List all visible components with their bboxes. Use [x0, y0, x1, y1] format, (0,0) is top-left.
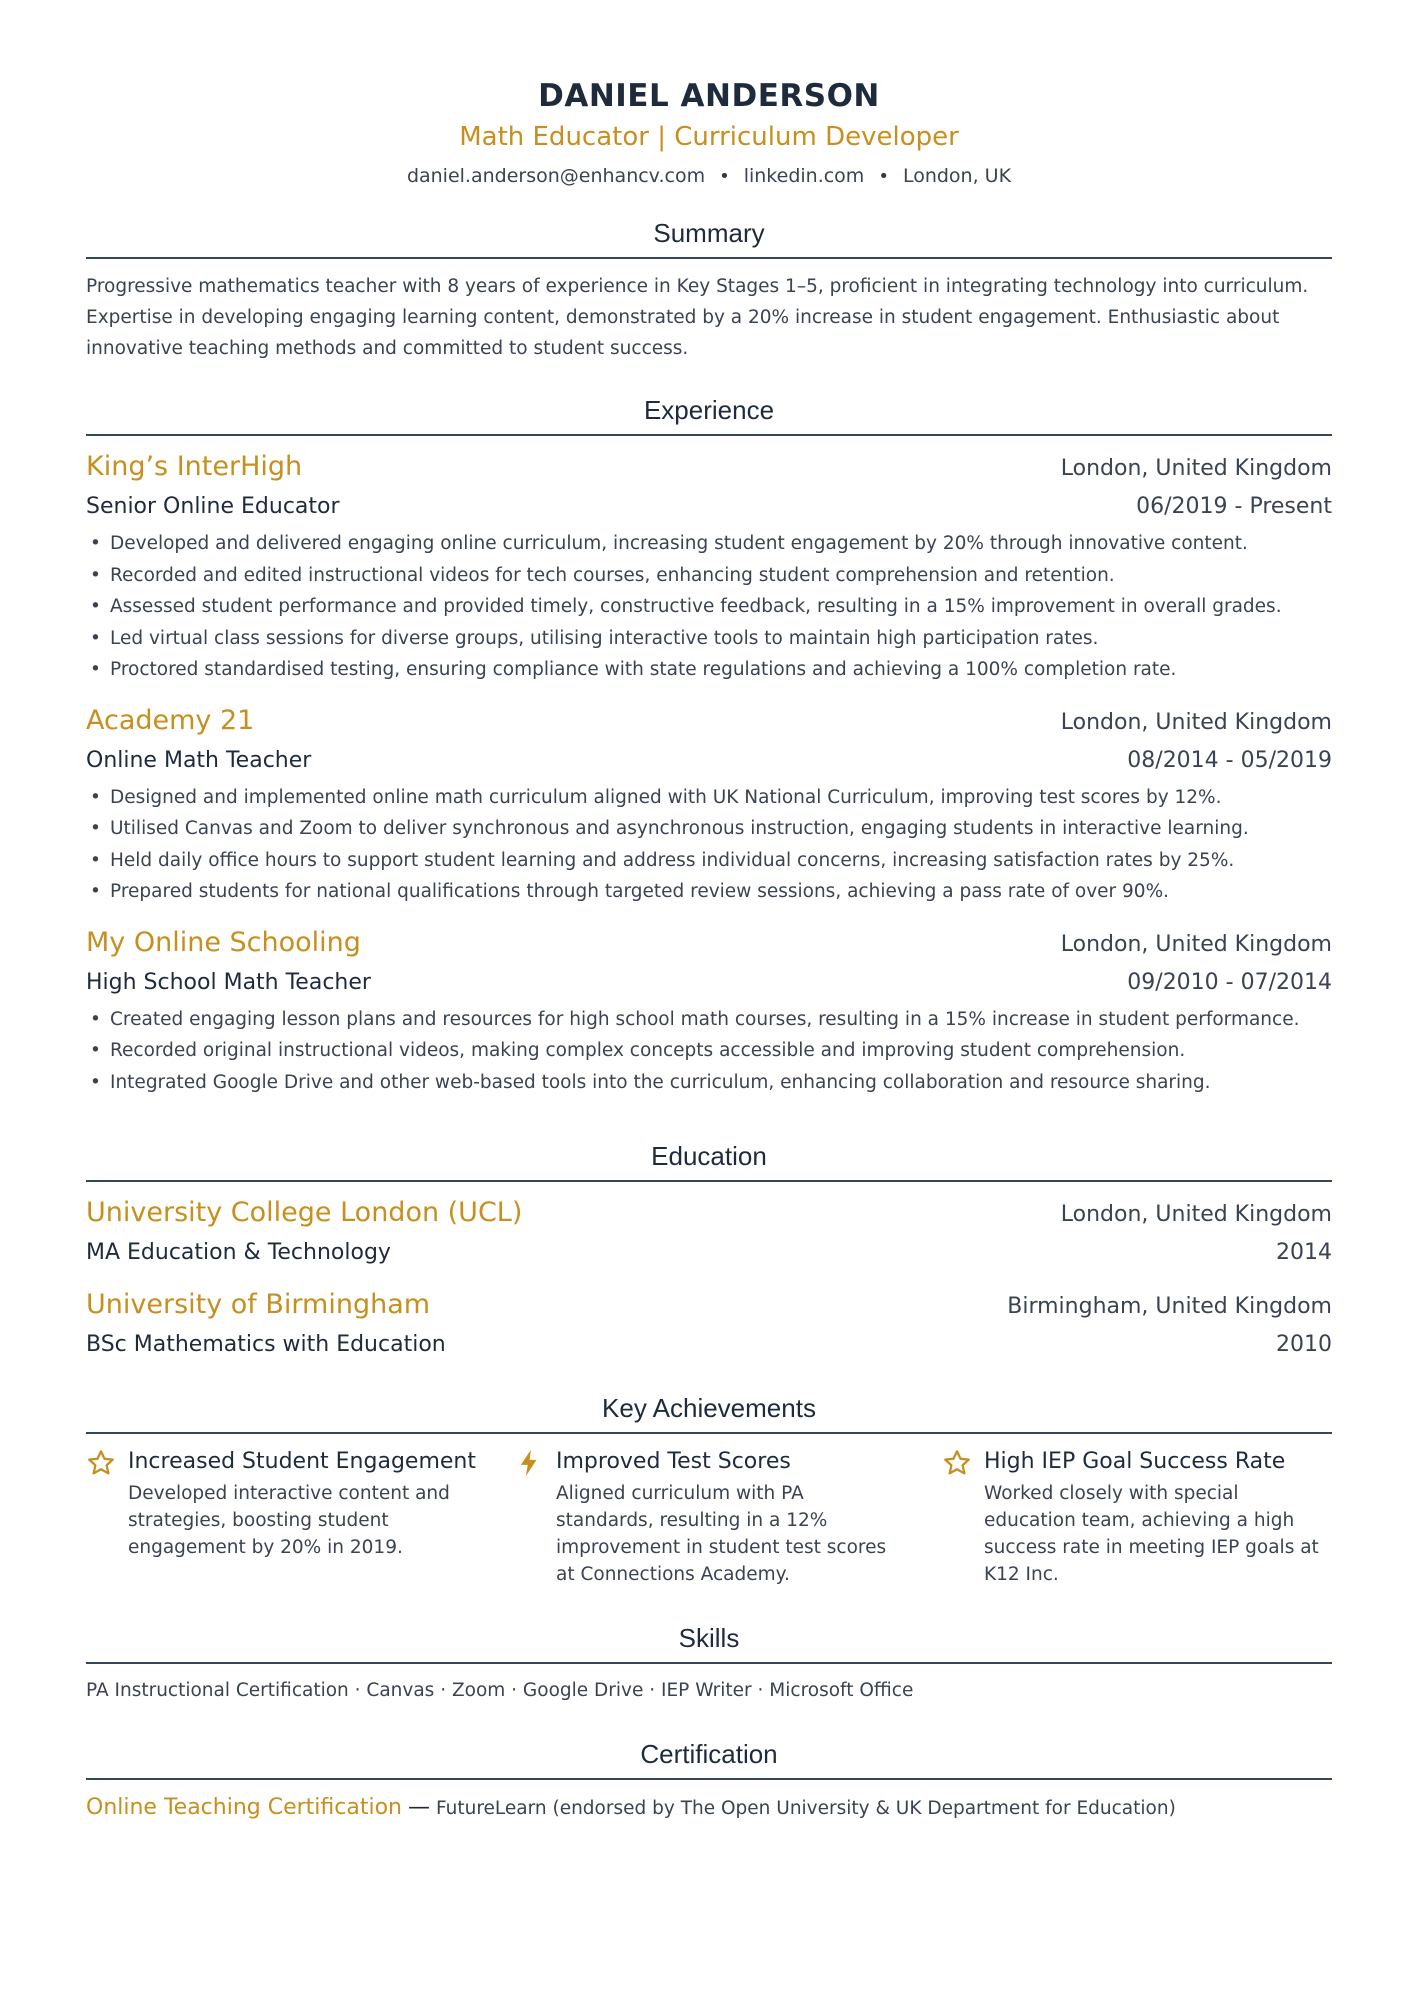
job-company: Academy 21 — [86, 704, 255, 736]
bullet-icon: • — [90, 596, 101, 617]
education-degree: MA Education & Technology — [86, 1240, 391, 1265]
job-entry — [86, 702, 1332, 908]
certification-heading: Certification — [86, 1736, 1332, 1780]
job-location: London, United Kingdom — [1060, 931, 1332, 957]
list-item: • Held daily office hours to support student learning and address individual concerns, increasing satisfaction rates by 25%. — [86, 845, 1332, 877]
list-item: • Integrated Google Drive and other web-based tools into the curriculum, enhancing collaboration and resource sharing. — [86, 1067, 1332, 1099]
bullet-icon: • — [90, 881, 101, 902]
achievement-title: Improved Test Scores — [556, 1449, 791, 1474]
list-item: • Designed and implemented online math curriculum aligned with UK National Curriculum, improving test scores by 12%. — [86, 782, 1332, 814]
education-section — [86, 1138, 1332, 1364]
list-item: • Assessed student performance and provided timely, constructive feedback, resulting in a 15% improvement in overall grades. — [86, 591, 1332, 623]
bullet-icon: • — [90, 533, 101, 554]
contact-linkedin[interactable]: linkedin.com — [743, 165, 865, 187]
separator-dot-icon: • — [719, 166, 730, 187]
education-school: University of Birmingham — [86, 1289, 431, 1320]
achievement-title: Increased Student Engagement — [128, 1449, 476, 1474]
resume-header — [86, 70, 1332, 189]
job-bullets — [86, 528, 1332, 686]
achievement-item — [942, 1446, 1332, 1588]
list-item: • Recorded original instructional videos, making complex concepts accessible and improving student comprehension. — [86, 1035, 1332, 1067]
certification-name: Online Teaching Certification — [86, 1795, 402, 1820]
education-degree: BSc Mathematics with Education — [86, 1332, 446, 1357]
summary-heading: Summary — [86, 215, 1332, 259]
list-item: • Proctored standardised testing, ensuring compliance with state regulations and achieving a 100% completion rate. — [86, 654, 1332, 686]
certification-issuer: FutureLearn (endorsed by The Open University & UK Department for Education) — [435, 1798, 1176, 1819]
achievement-item — [86, 1446, 476, 1588]
bullet-icon: • — [90, 1071, 101, 1093]
achievements-section — [86, 1390, 1332, 1588]
achievements-heading: Key Achievements — [86, 1390, 1332, 1434]
job-role: Senior Online Educator — [86, 494, 340, 519]
list-item: • Created engaging lesson plans and resources for high school math courses, resulting in a 15% increase in student performance. — [86, 1004, 1332, 1036]
bullet-icon: • — [90, 1040, 101, 1061]
achievement-desc: Developed interactive content and strategies, boosting student engagement by 20% in 2019. — [128, 1483, 450, 1558]
contact-location: London, UK — [902, 165, 1012, 187]
skills-list: PA Instructional Certification · Canvas · Zoom · Google Drive · IEP Writer · Microsoft Office — [86, 1680, 914, 1701]
bullet-icon: • — [90, 659, 101, 680]
bullet-icon: • — [90, 627, 101, 649]
bullet-icon: • — [90, 818, 101, 839]
education-entry — [86, 1286, 1332, 1364]
job-dates: 09/2010 - 07/2014 — [1127, 969, 1332, 995]
lightning-icon — [514, 1446, 556, 1588]
achievement-title: High IEP Goal Success Rate — [984, 1449, 1286, 1474]
list-item: • Utilised Canvas and Zoom to deliver synchronous and asynchronous instruction, engaging students in interactive learning. — [86, 813, 1332, 845]
job-role: High School Math Teacher — [86, 969, 371, 995]
job-location: London, United Kingdom — [1060, 709, 1332, 735]
list-item: • Prepared students for national qualifications through targeted review sessions, achieving a pass rate of over 90%. — [86, 876, 1332, 908]
certification-entry — [86, 1792, 1332, 1825]
education-entry — [86, 1194, 1332, 1272]
job-dates: 08/2014 - 05/2019 — [1127, 747, 1332, 773]
achievement-desc: Aligned curriculum with PA standards, resulting in a 12% improvement in student test scores at Connections Academy. — [556, 1483, 887, 1585]
list-item: • Developed and delivered engaging online curriculum, increasing student engagement by 20% through innovative content. — [86, 528, 1332, 560]
education-location: London, United Kingdom — [1060, 1202, 1332, 1227]
job-bullets — [86, 1004, 1332, 1099]
experience-heading: Experience — [86, 392, 1332, 436]
contact-email[interactable]: daniel.anderson@enhancv.com — [406, 165, 706, 187]
job-company: King’s InterHigh — [86, 451, 303, 482]
achievements-grid — [86, 1446, 1332, 1588]
contact-line — [86, 164, 1332, 189]
certification-dash: — — [407, 1795, 430, 1820]
bullet-icon: • — [90, 564, 101, 586]
list-item: • Led virtual class sessions for diverse groups, utilising interactive tools to maintain high participation rates. — [86, 623, 1332, 655]
job-entry — [86, 448, 1332, 686]
experience-section — [86, 392, 1332, 1098]
summary-text: Progressive mathematics teacher with 8 years of experience in Key Stages 1–5, proficient in integrating technology into curriculum. Expertise in developing engaging learning content, demonstrated by a 20% increase in student engagement. Enthusiastic about innovative teaching methods and committed to student success. — [86, 276, 1309, 359]
job-dates: 06/2019 - Present — [1136, 494, 1332, 519]
certification-section — [86, 1736, 1332, 1825]
education-school: University College London (UCL) — [86, 1197, 523, 1228]
skills-heading: Skills — [86, 1620, 1332, 1664]
candidate-title: Math Educator | Curriculum Developer — [459, 122, 959, 152]
education-heading: Education — [86, 1138, 1332, 1182]
separator-dot-icon: • — [878, 166, 889, 187]
achievement-item — [514, 1446, 904, 1588]
job-entry — [86, 924, 1332, 1099]
achievement-desc: Worked closely with special education team, achieving a high success rate in meeting IEP goals at K12 Inc. — [984, 1483, 1319, 1585]
summary-section — [86, 215, 1332, 364]
bullet-icon: • — [90, 849, 101, 871]
resume-page — [86, 70, 1332, 1825]
job-location: London, United Kingdom — [1060, 456, 1332, 481]
bullet-icon: • — [90, 1008, 101, 1030]
education-year: 2010 — [1276, 1332, 1332, 1357]
candidate-name: DANIEL ANDERSON — [538, 78, 880, 114]
job-role: Online Math Teacher — [86, 747, 312, 773]
job-company: My Online Schooling — [86, 926, 361, 958]
skills-section — [86, 1620, 1332, 1706]
star-icon — [942, 1446, 984, 1588]
education-location: Birmingham, United Kingdom — [1007, 1294, 1332, 1319]
star-icon — [86, 1446, 128, 1588]
bullet-icon: • — [90, 786, 101, 808]
education-year: 2014 — [1276, 1240, 1332, 1265]
job-bullets — [86, 782, 1332, 908]
list-item: • Recorded and edited instructional videos for tech courses, enhancing student comprehension and retention. — [86, 560, 1332, 592]
